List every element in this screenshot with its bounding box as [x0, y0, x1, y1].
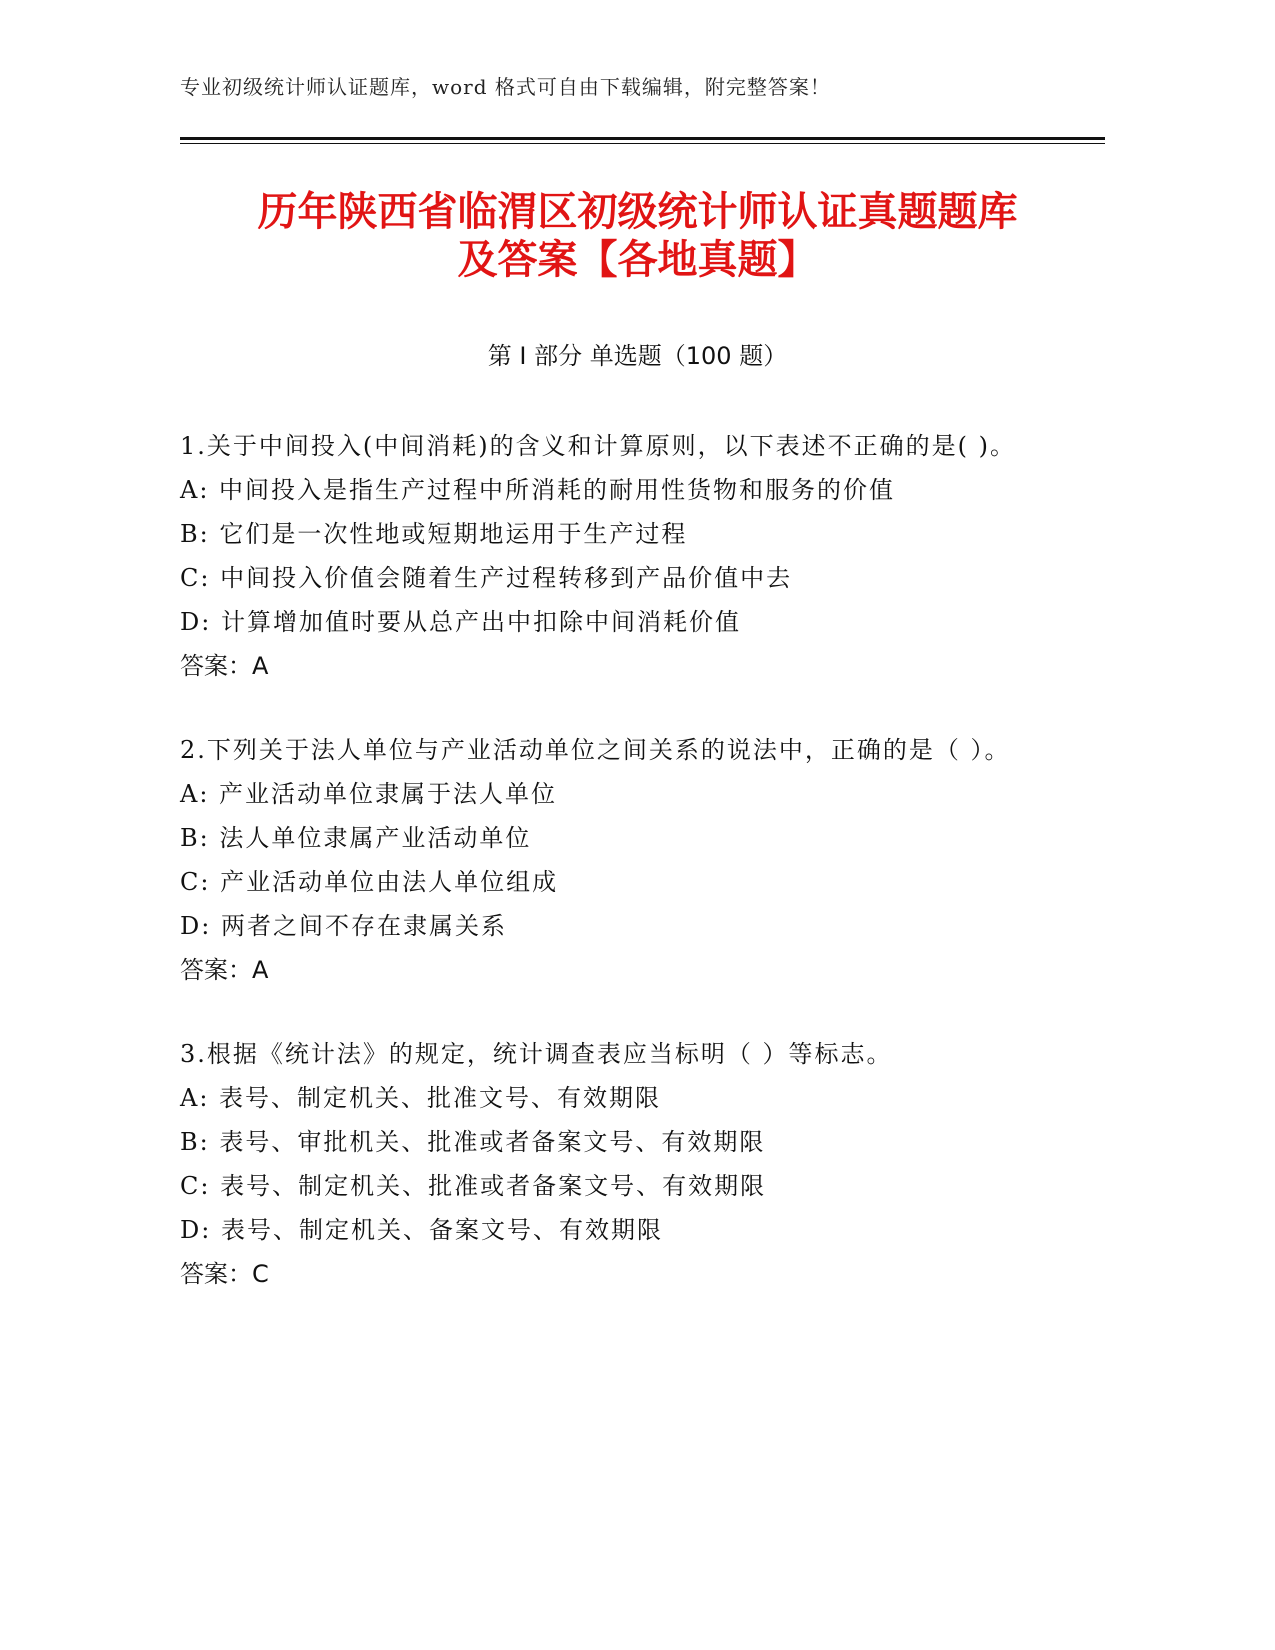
question-stem: 3.根据《统计法》的规定，统计调查表应当标明（ ）等标志。: [180, 1040, 893, 1068]
option-d: D: 计算增加值时要从总产出中扣除中间消耗价值: [180, 608, 741, 636]
option-d: D: 表号、制定机关、备案文号、有效期限: [180, 1216, 663, 1244]
option-d: D: 两者之间不存在隶属关系: [180, 912, 507, 940]
header-rule-thin: [180, 143, 1105, 144]
question-stem: 1.关于中间投入(中间消耗)的含义和计算原则，以下表述不正确的是( )。: [180, 432, 1016, 460]
option-b: B: 它们是一次性地或短期地运用于生产过程: [180, 520, 688, 548]
option-b: B: 表号、审批机关、批准或者备案文号、有效期限: [180, 1128, 766, 1156]
question-2: [180, 728, 1085, 992]
question-3: [180, 1032, 1085, 1296]
option-a: A: 中间投入是指生产过程中所消耗的耐用性货物和服务的价值: [180, 476, 896, 504]
question-1: [180, 424, 1085, 688]
option-b: B: 法人单位隶属产业活动单位: [180, 824, 532, 852]
header-rule-thick: [180, 137, 1105, 140]
document-title: [150, 188, 1125, 284]
answer: 答案：A: [180, 652, 269, 680]
option-c: C: 产业活动单位由法人单位组成: [180, 868, 559, 896]
answer: 答案：C: [180, 1260, 269, 1288]
option-c: C: 表号、制定机关、批准或者备案文号、有效期限: [180, 1172, 767, 1200]
answer: 答案：A: [180, 956, 269, 984]
option-a: A: 表号、制定机关、批准文号、有效期限: [180, 1084, 662, 1112]
question-list: [180, 424, 1085, 1336]
document-title-line-2: 及答案【各地真题】: [457, 237, 818, 283]
question-stem: 2.下列关于法人单位与产业活动单位之间关系的说法中，正确的是（ ）。: [180, 736, 1011, 764]
option-a: A: 产业活动单位隶属于法人单位: [180, 780, 558, 808]
document-title-line-1: 历年陕西省临渭区初级统计师认证真题题库: [257, 189, 1018, 235]
header-note: 专业初级统计师认证题库，word 格式可自由下载编辑，附完整答案！: [180, 75, 831, 99]
section-title: 第 I 部分 单选题（100 题）: [487, 342, 788, 370]
option-c: C: 中间投入价值会随着生产过程转移到产品价值中去: [180, 564, 793, 592]
